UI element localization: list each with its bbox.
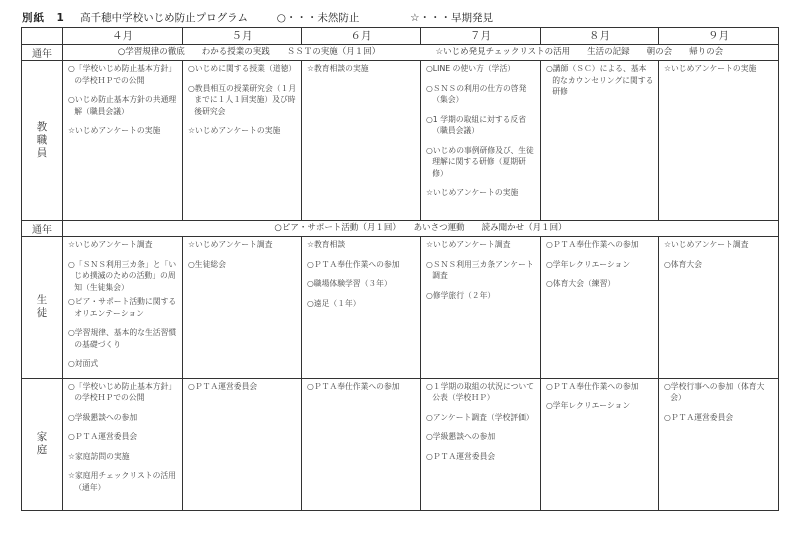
month-header: ８月 bbox=[541, 28, 659, 45]
document-title bbox=[22, 10, 493, 25]
prevention-item: ○ＰＴＡ運営委員会 bbox=[68, 432, 138, 441]
program-table bbox=[21, 27, 779, 511]
prevention-item: ○ＰＴＡ運営委員会 bbox=[188, 381, 258, 391]
prevention-item: ○いじめ防止基本方針の共通理解（職員会議） bbox=[68, 95, 177, 116]
month-header: ４月 bbox=[63, 28, 183, 45]
month-cell bbox=[421, 61, 541, 221]
prevention-item: ○職場体験学習（３年） bbox=[307, 279, 392, 288]
early-detection-item: ☆いじめアンケート調査 bbox=[426, 240, 511, 249]
year-round-row-student bbox=[22, 221, 779, 237]
month-cell bbox=[183, 61, 302, 221]
legend-early-detection: ☆・・・早期発見 bbox=[410, 12, 494, 24]
prevention-item: ○「学校いじめ防止基本方針」の学校ＨＰでの公開 bbox=[68, 381, 177, 402]
attachment-label: 別紙 1 bbox=[22, 12, 65, 24]
month-header: ５月 bbox=[183, 28, 302, 45]
corner-cell bbox=[22, 28, 63, 45]
month-cell bbox=[541, 61, 659, 221]
year-round-label: 通年 bbox=[22, 221, 63, 237]
year-round-label: 通年 bbox=[22, 45, 63, 61]
early-detection-item: ☆いじめアンケート調査 bbox=[664, 240, 749, 249]
prevention-item: ○「ＳＮＳ利用三カ条」と「いじめ撲滅のための活動」の周知（生徒集会） bbox=[68, 259, 177, 292]
prevention-item: ○学習規律、基本的な生活習慣の基礎づくり bbox=[68, 328, 177, 349]
row-label-char: 庭 bbox=[36, 444, 48, 456]
early-detection-item: ☆いじめアンケートの実施 bbox=[426, 188, 519, 197]
month-cell bbox=[421, 237, 541, 379]
row-home bbox=[22, 378, 779, 510]
prevention-item: ○講師（ＳＣ）による、基本的なカウンセリングに関する研修 bbox=[546, 64, 654, 96]
row-label-char: 員 bbox=[36, 147, 48, 159]
prevention-item: ○遠足（１年） bbox=[307, 298, 361, 308]
prevention-item: ○ＳＮＳ利用三カ条アンケート調査 bbox=[426, 259, 534, 280]
year-round-row-staff bbox=[22, 45, 779, 61]
prevention-item: ○ピア・サポート活動に関するオリエンテーション bbox=[68, 297, 177, 318]
prevention-item: ○体育大会（練習） bbox=[546, 279, 616, 288]
early-detection-item: ☆家庭用チェックリストの活用（通年） bbox=[68, 471, 176, 492]
prevention-item: ○ＰＴＡ奉仕作業への参加 bbox=[307, 259, 400, 269]
row-label-char: 教 bbox=[36, 121, 48, 133]
prevention-item: ○生徒総会 bbox=[188, 259, 226, 269]
prevention-item: ○教員相互の授業研究会（１月までに１人１回実施）及び時後研究会 bbox=[188, 83, 297, 116]
early-detection-item: ☆教育相談 bbox=[307, 240, 346, 249]
prevention-item: ○体育大会 bbox=[664, 259, 702, 269]
month-cell bbox=[659, 61, 779, 221]
prevention-item: ○ＰＴＡ奉仕作業への参加 bbox=[307, 381, 400, 391]
prevention-item: ○学級懇談への参加 bbox=[68, 412, 138, 422]
month-cell bbox=[659, 237, 779, 379]
prevention-item: ○学校行事への参加（体育大会） bbox=[664, 381, 765, 402]
prevention-item: ○ＰＴＡ奉仕作業への参加 bbox=[546, 240, 639, 249]
prevention-item: ○修学旅行（２年） bbox=[426, 290, 496, 300]
month-cell bbox=[302, 378, 421, 510]
month-header: ９月 bbox=[659, 28, 779, 45]
prevention-item: ○「学校いじめ防止基本方針」の学校ＨＰでの公開 bbox=[68, 64, 177, 85]
row-label-char: 徒 bbox=[36, 307, 48, 320]
prevention-item: ○ＰＴＡ運営委員会 bbox=[664, 412, 734, 422]
row-label-char: 生 bbox=[36, 294, 48, 307]
legend-prevention: ○・・・未然防止 bbox=[276, 12, 360, 24]
year-round-staff-text: ○学習規律の徹底 わかる授業の実践 ＳＳＴの実施（月１回） ☆いじめ発見チェックリストの活用 生活の記録 朝の会 帰りの会 bbox=[63, 45, 779, 61]
month-cell bbox=[541, 378, 659, 510]
prevention-item: ○学級懇談への参加 bbox=[426, 432, 496, 441]
prevention-item: ○学年レクリエーション bbox=[546, 401, 631, 410]
month-header: ７月 bbox=[421, 28, 541, 45]
prevention-item: ○いじめに関する授業（道徳） bbox=[188, 64, 297, 73]
month-cell bbox=[421, 378, 541, 510]
row-label-students bbox=[22, 237, 63, 379]
row-label-char: 家 bbox=[36, 431, 48, 443]
early-detection-item: ☆いじめアンケートの実施 bbox=[68, 126, 161, 135]
prevention-item: ○ＰＴＡ奉仕作業への参加 bbox=[546, 381, 639, 391]
month-cell bbox=[659, 378, 779, 510]
row-staff bbox=[22, 61, 779, 221]
month-cell bbox=[302, 61, 421, 221]
early-detection-item: ☆いじめアンケートの実施 bbox=[188, 126, 281, 135]
early-detection-item: ☆いじめアンケートの実施 bbox=[664, 64, 757, 73]
prevention-item: ○対面式 bbox=[68, 359, 99, 368]
month-cell bbox=[63, 237, 183, 379]
prevention-item: ○１学期の取組の状況について公表（学校ＨＰ） bbox=[426, 381, 535, 402]
prevention-item: ○ＳＮＳの利用の仕方の啓発（集会） bbox=[426, 83, 527, 104]
prevention-item: ○学年レクリエーション bbox=[546, 259, 631, 269]
row-label-staff bbox=[22, 61, 63, 221]
row-students bbox=[22, 237, 779, 379]
prevention-item: ○1 学期の取組に対する反省（職員会議） bbox=[426, 114, 527, 135]
month-cell bbox=[302, 237, 421, 379]
prevention-item: ○アンケート調査（学校評価） bbox=[426, 412, 534, 422]
program-name: 高千穂中学校いじめ防止プログラム bbox=[80, 12, 249, 24]
early-detection-item: ☆いじめアンケート調査 bbox=[188, 240, 273, 249]
early-detection-item: ☆家庭訪問の実施 bbox=[68, 451, 130, 461]
month-cell bbox=[63, 378, 183, 510]
prevention-item: ○LINE の使い方（学活） bbox=[426, 64, 516, 73]
month-cell bbox=[541, 237, 659, 379]
prevention-item: ○ＰＴＡ運営委員会 bbox=[426, 451, 496, 461]
prevention-item: ○いじめの事例研修及び、生徒理解に関する研修（夏期研修） bbox=[426, 145, 534, 178]
month-cell bbox=[63, 61, 183, 221]
year-round-student-text: ○ピア・サポート活動（月１回） あいさつ運動 読み聞かせ（月１回） bbox=[63, 221, 779, 237]
month-header-row bbox=[22, 28, 779, 45]
month-cell bbox=[183, 378, 302, 510]
early-detection-item: ☆教育相談の実施 bbox=[307, 64, 369, 73]
row-label-char: 職 bbox=[36, 134, 48, 146]
early-detection-item: ☆いじめアンケート調査 bbox=[68, 240, 153, 249]
month-header: ６月 bbox=[302, 28, 421, 45]
month-cell bbox=[183, 237, 302, 379]
row-label-home bbox=[22, 378, 63, 510]
